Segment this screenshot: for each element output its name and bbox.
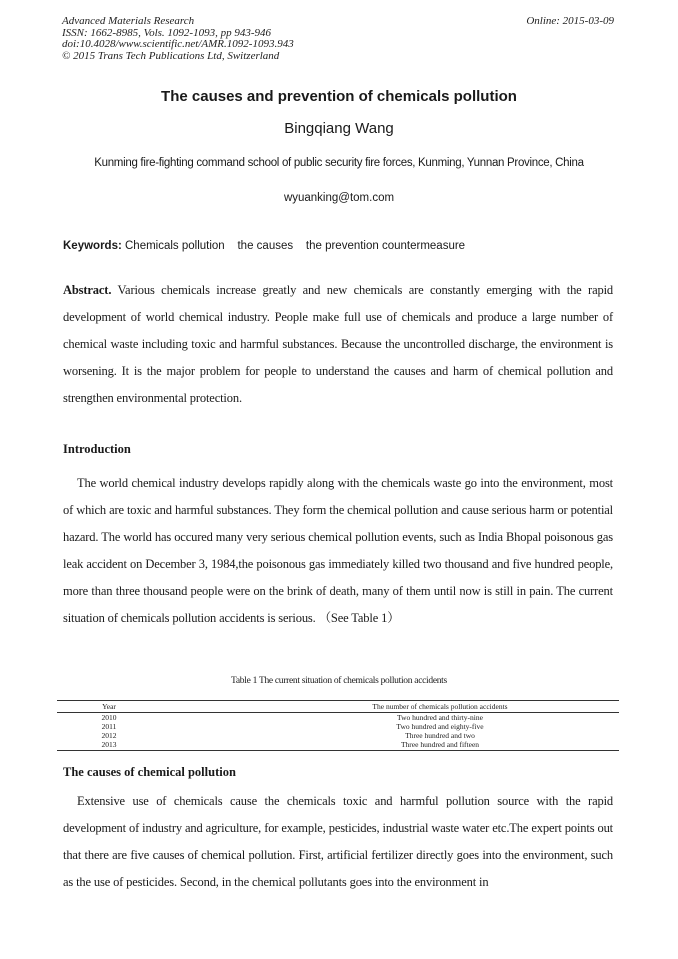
author-name: Bingqiang Wang [284, 120, 394, 137]
table-cell-count: Three hundred and two [405, 731, 475, 740]
table-cell-year: 2013 [57, 740, 161, 751]
table-cell-year: 2010 [101, 713, 117, 722]
table-row [57, 740, 619, 751]
causes-heading: The causes of chemical pollution [63, 765, 236, 779]
online-date: Online: 2015-03-09 [526, 15, 614, 27]
journal-header [62, 16, 614, 62]
journal-name: Advanced Materials Research [62, 15, 195, 27]
introduction-paragraph: The world chemical industry develops rapidly along with the chemicals waste go into the environment, most of which are toxic and harmful substances. They form the chemical pollution and cause serious harm or potential hazard. The world has occured many very serious chemical pollution events, such as India Bhopal poisonous gas leak accident on December 3, 1984,the poisonous gas immediately killed two thousand and five hundred people, more than three thousand people were on the brink of death, many of them until now is still in pain. The current situation of chemicals pollution accidents is serious. （See Table 1） [63, 476, 613, 625]
issn-line: ISSN: 1662-8985, Vols. 1092-1093, pp 943-946 [62, 26, 271, 39]
copyright-line: © 2015 Trans Tech Publications Ltd, Switzerland [62, 49, 280, 62]
table-row [57, 731, 619, 740]
abstract-text: Various chemicals increase greatly and new chemicals are constantly emerging with the rapid development of world chemical industry. People make full use of chemicals and produce a large number of chemical waste including toxic and harmful substances. Because the uncontrolled discharge, the environment is worsening. It is the major problem for people to understand the causes and harm of chemical pollution and strengthen environmental protection. [63, 283, 613, 405]
table-header-count: The number of chemicals pollution accidents [161, 701, 619, 713]
paper-title: The causes and prevention of chemicals pollution [161, 88, 517, 105]
author-email: wyuanking@tom.com [283, 192, 395, 204]
keywords-label: Keywords: [63, 240, 122, 252]
affiliation: Kunming fire-fighting command school of public security fire forces, Kunming, Yunnan Province, China [94, 157, 584, 169]
table-header-row [57, 701, 619, 713]
causes-paragraph: Extensive use of chemicals cause the chemicals toxic and harmful pollution source with the rapid development of industry and agriculture, for example, pesticides, industrial waste water etc.The expert points out that there are five causes of chemical pollution. First, artificial fertilizer directly goes into the environment, such as the use of pesticides. Second, in the chemical pollutants goes into the environment in [63, 794, 613, 889]
table-cell-year: 2011 [101, 722, 117, 731]
accidents-table [57, 700, 619, 751]
table-header-year: Year [57, 701, 161, 713]
introduction-heading: Introduction [63, 442, 131, 456]
table-caption: Table 1 The current situation of chemicals pollution accidents [231, 676, 447, 686]
table-row [57, 722, 619, 731]
abstract-label: Abstract. [63, 283, 112, 297]
table-cell-count: Two hundred and thirty-nine [397, 713, 483, 722]
table-cell-count: Three hundred and fifteen [161, 740, 619, 751]
table-cell-year: 2012 [101, 731, 117, 740]
abstract-paragraph [63, 277, 613, 412]
table-row [57, 713, 619, 723]
keywords-text: Chemicals pollution the causes the prevention countermeasure [121, 240, 466, 252]
table-cell-count: Two hundred and eighty-five [396, 722, 484, 731]
keywords-line [63, 240, 614, 252]
doi-line: doi:10.4028/www.scientific.net/AMR.1092-1093.943 [62, 38, 294, 50]
